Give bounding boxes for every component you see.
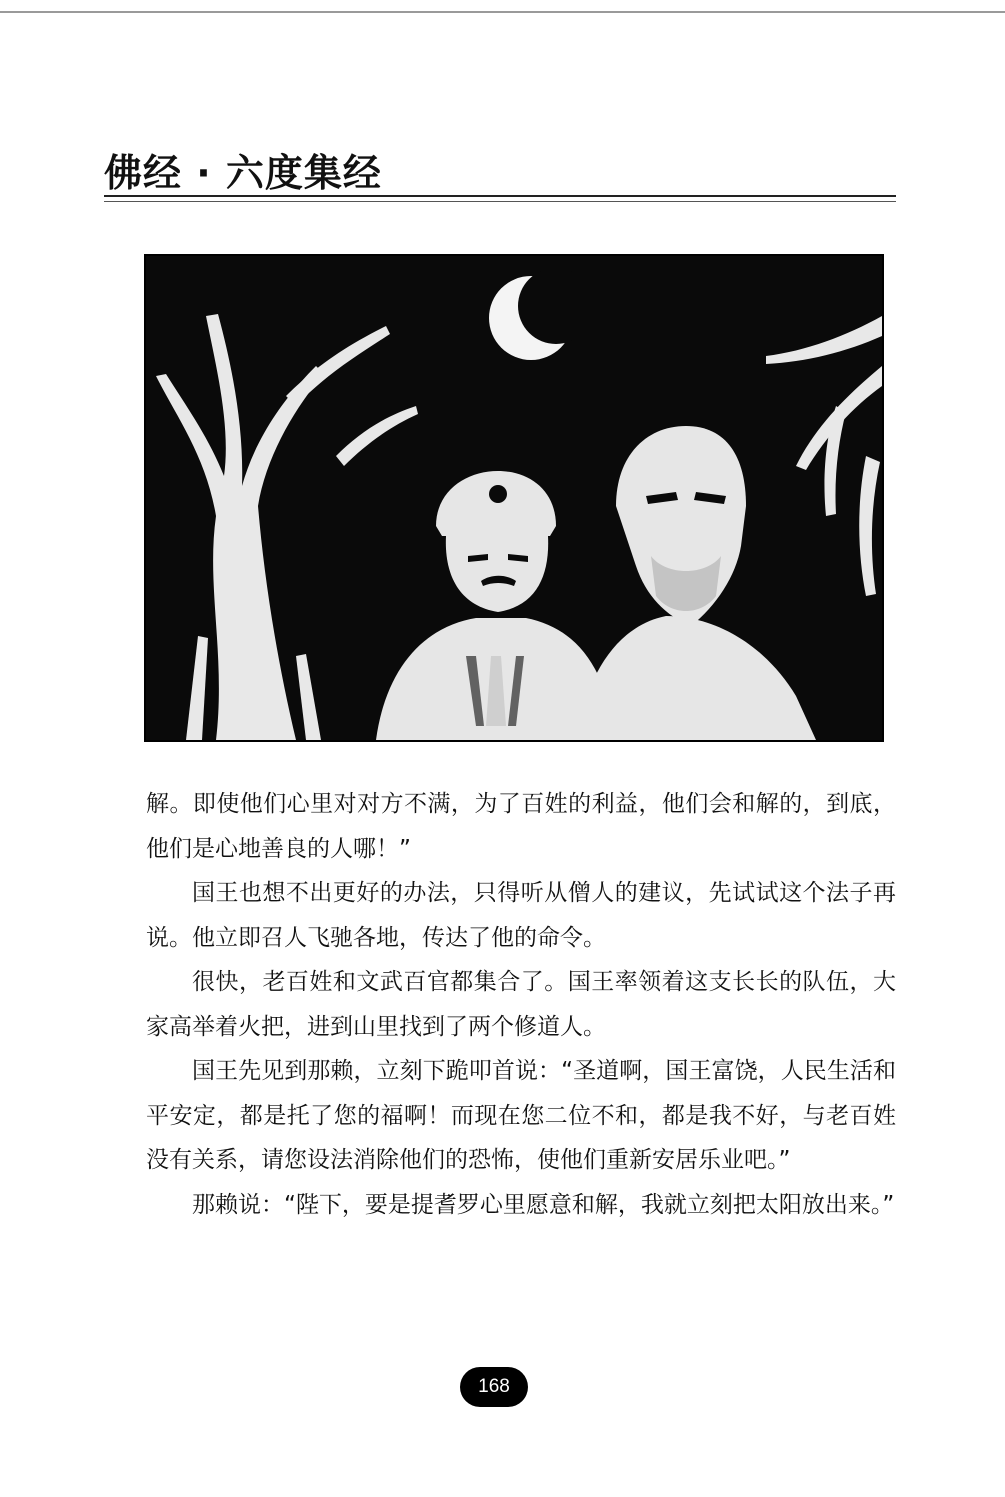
paragraph-1: 解。即使他们心里对对方不满，为了百姓的利益，他们会和解的，到底，他们是心地善良的人哪！” xyxy=(146,791,896,862)
moonlit-scene-illustration xyxy=(144,254,884,742)
paragraph-2: 国王也想不出更好的办法，只得听从僧人的建议，先试试这个法子再说。他立即召人飞驰各地，传达了他的命令。 xyxy=(146,880,896,951)
paragraph-4: 国王先见到那赖，立刻下跪叩首说：“圣道啊，国王富饶，人民生活和平安定，都是托了您的福啊！而现在您二位不和，都是我不好，与老百姓没有关系，请您设法消除他们的恐怖，使他们重新安居乐业吧。” xyxy=(146,1058,896,1173)
page-header-title: 佛经 · 六度集经 xyxy=(104,151,382,195)
header-rule xyxy=(104,195,896,197)
illustration-svg xyxy=(146,256,882,740)
page-number: 168 xyxy=(478,1376,510,1397)
paragraph-5: 那赖说：“陛下，要是提耆罗心里愿意和解，我就立刻把太阳放出来。” xyxy=(192,1191,895,1218)
top-rule xyxy=(0,11,1005,13)
paragraph-3: 很快，老百姓和文武百官都集合了。国王率领着这支长长的队伍，大家高举着火把，进到山里找到了两个修道人。 xyxy=(146,969,896,1040)
page-number-badge xyxy=(460,1367,528,1407)
body-text xyxy=(146,782,896,1227)
header-rule-thin xyxy=(104,201,896,202)
